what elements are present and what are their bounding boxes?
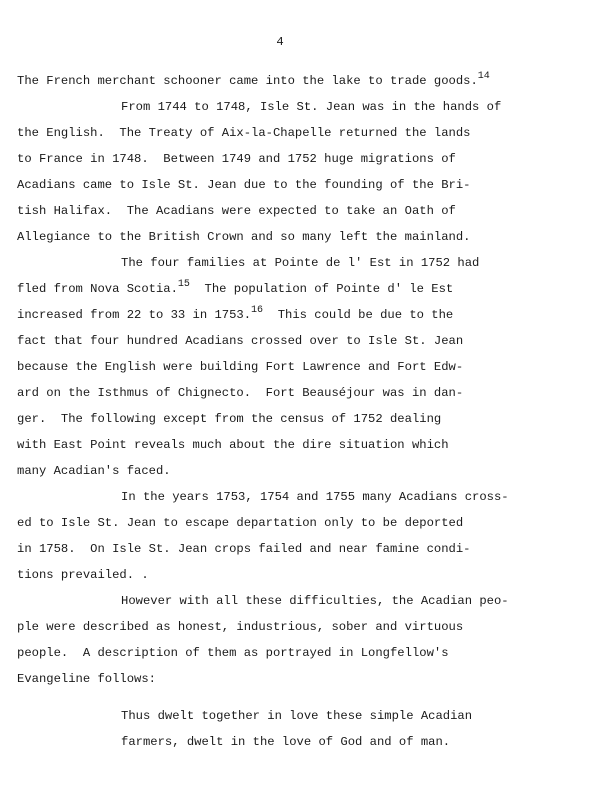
text-line: tish Halifax. The Acadians were expected to take an Oath of <box>17 204 456 218</box>
text-line: ple were described as honest, industrious, sober and virtuous <box>17 620 464 634</box>
text-line: ed to Isle St. Jean to escape departation only to be deported <box>17 516 464 530</box>
text-line: tions prevailed. . <box>17 568 149 582</box>
text-line: Allegiance to the British Crown and so many left the mainland. <box>17 230 471 244</box>
text-line: people. A description of them as portrayed in Longfellow's <box>17 646 449 660</box>
text-line: increased from 22 to 33 in 1753.16 This could be due to the <box>17 305 454 322</box>
text-line: many Acadian's faced. <box>17 464 171 478</box>
text-line: in 1758. On Isle St. Jean crops failed and near famine condi- <box>17 542 471 556</box>
text-line: ger. The following except from the census of 1752 dealing <box>17 412 442 426</box>
text-line: because the English were building Fort Lawrence and Fort Edw- <box>17 360 464 374</box>
text-line: fact that four hundred Acadians crossed over to Isle St. Jean <box>17 334 464 348</box>
text-line: ard on the Isthmus of Chignecto. Fort Beauséjour was in dan- <box>17 386 464 400</box>
footnote-ref: 14 <box>477 71 490 82</box>
text-line: From 1744 to 1748, Isle St. Jean was in the hands of <box>121 100 502 114</box>
footnote-ref: 16 <box>251 305 264 316</box>
text-line: to France in 1748. Between 1749 and 1752 huge migrations of <box>17 152 456 166</box>
text-line: In the years 1753, 1754 and 1755 many Acadians cross- <box>121 490 509 504</box>
text-line: Evangeline follows: <box>17 672 156 686</box>
text-line: Acadians came to Isle St. Jean due to the founding of the Bri- <box>17 178 471 192</box>
page-number: 4 <box>276 35 284 49</box>
quote-line: Thus dwelt together in love these simple Acadian <box>121 709 473 723</box>
text-line: fled from Nova Scotia.$^{15}$ The population of Pointe d' le Est <box>17 279 454 296</box>
quote-line: farmers, dwelt in the love of God and of man. <box>121 735 451 749</box>
text-line: The French merchant schooner came into the lake to trade goods.$^{14}$ <box>17 71 490 88</box>
text-line: However with all these difficulties, the Acadian peo- <box>121 594 509 608</box>
footnote-ref: 15 <box>177 279 190 290</box>
text-line: The four families at Pointe de l' Est in 1752 had <box>121 256 480 270</box>
text-line: the English. The Treaty of Aix-la-Chapelle returned the lands <box>17 126 471 140</box>
text-line: with East Point reveals much about the dire situation which <box>17 438 449 452</box>
